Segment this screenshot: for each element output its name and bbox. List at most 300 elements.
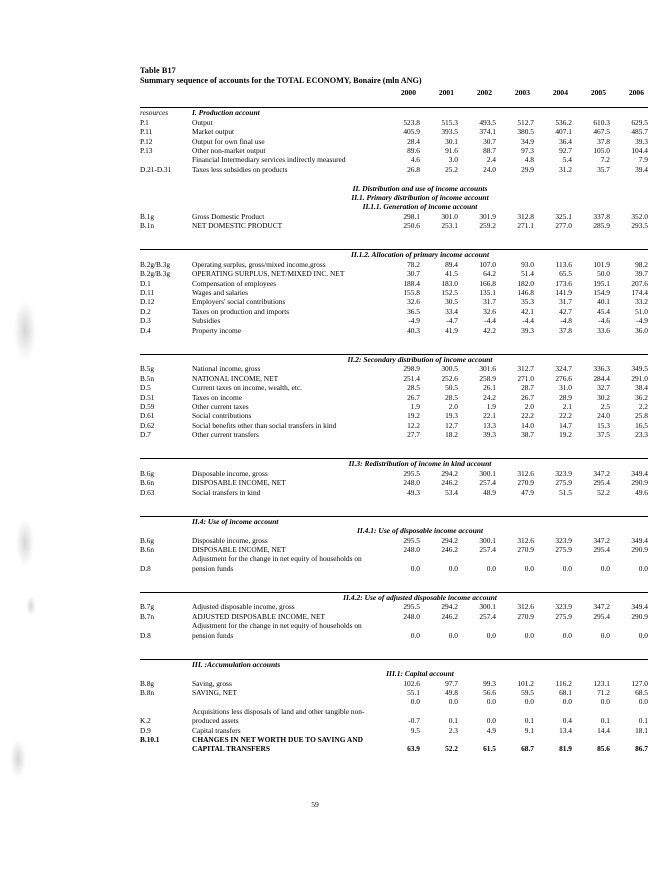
row-value: 294.2: [441, 602, 458, 612]
row-description: NATIONAL INCOME, NET: [192, 373, 279, 383]
row-value: 207.6: [631, 278, 648, 288]
table-row: [140, 421, 648, 430]
row-value: 0.0: [448, 563, 458, 573]
row-value: [458, 621, 496, 630]
row-description: DISPOSABLE INCOME, NET: [192, 544, 286, 554]
row-value: 33.4: [445, 306, 458, 316]
row-value: 374.1: [479, 127, 496, 137]
row-value: 301.6: [479, 364, 496, 374]
table-row: [140, 279, 648, 288]
row-value: 15.3: [597, 420, 610, 430]
row-value: 36.5: [407, 306, 420, 316]
row-value: 51.0: [635, 306, 648, 316]
row-value: 78.2: [407, 259, 420, 269]
row-value: 0.0: [524, 563, 534, 573]
row-value: 5.4: [562, 155, 572, 165]
row-description: Disposable income, gross: [192, 535, 268, 545]
row-value: 0.0: [410, 630, 420, 640]
row-value: 275.9: [555, 611, 572, 621]
row-value: 89.6: [407, 146, 420, 156]
row-value: 2.0: [524, 401, 534, 411]
row-value: 98.2: [635, 259, 648, 269]
row-value: 0.1: [524, 716, 534, 726]
section-title: II.3: Redistribution of income in kind account: [348, 459, 492, 469]
row-value: 146.8: [517, 288, 534, 298]
row-value: 276.6: [555, 373, 572, 383]
spacer-row: [140, 640, 648, 649]
row-value: -4.6: [598, 316, 610, 326]
year-column-header: 2006: [628, 87, 644, 97]
row-value: [458, 707, 496, 716]
row-value: 0.0: [638, 630, 648, 640]
row-value: 141.9: [555, 288, 572, 298]
table-row: [140, 469, 648, 478]
row-value: 485.7: [631, 127, 648, 137]
row-value: 298.9: [403, 364, 420, 374]
row-value: 32.6: [407, 297, 420, 307]
row-value: 25.2: [445, 164, 458, 174]
row-value: 248.0: [403, 611, 420, 621]
row-value: 347.2: [593, 468, 610, 478]
row-description: Adjustment for the change in net equity of households on: [192, 554, 362, 564]
row-value: 91.6: [445, 146, 458, 156]
row-code: B.6n: [140, 478, 154, 488]
row-value: 257.4: [479, 478, 496, 488]
row-value: 0.0: [562, 630, 572, 640]
row-value: 7.9: [638, 155, 648, 165]
rule-cell: [140, 506, 648, 516]
row-value: 59.5: [521, 687, 534, 697]
row-value: 324.7: [555, 364, 572, 374]
row-value: 39.7: [635, 269, 648, 279]
row-value: 298.1: [403, 211, 420, 221]
table-row: [140, 137, 648, 146]
row-description: Social transfers in kind: [192, 487, 261, 497]
table-row: [140, 430, 648, 439]
table-row: [140, 564, 648, 573]
section-pad: [140, 669, 192, 678]
section-heading-row: [140, 193, 648, 202]
row-description: pension funds: [192, 630, 234, 640]
row-value: 0.0: [486, 716, 496, 726]
row-code: [140, 155, 192, 164]
row-value: 4.6: [410, 155, 420, 165]
row-value: 0.0: [600, 630, 610, 640]
row-value: 127.0: [631, 678, 648, 688]
row-value: 536.2: [555, 117, 572, 127]
row-value: 1.9: [410, 401, 420, 411]
row-value: 182.0: [517, 278, 534, 288]
row-value: 26.8: [407, 164, 420, 174]
row-value: 97.3: [521, 146, 534, 156]
row-value: 53.4: [445, 487, 458, 497]
spacer-cell: [140, 640, 648, 649]
row-value: 71.2: [597, 687, 610, 697]
row-value: 0.1: [638, 716, 648, 726]
row-value: 300.1: [479, 468, 496, 478]
row-value: 629.5: [631, 117, 648, 127]
row-value: 295.4: [593, 611, 610, 621]
row-value: 92.7: [559, 146, 572, 156]
row-description: Other current taxes: [192, 401, 249, 411]
row-value: 26.1: [483, 383, 496, 393]
row-value: 41.5: [445, 269, 458, 279]
row-value: 86.7: [635, 744, 648, 754]
row-value: 352.0: [631, 211, 648, 221]
row-value: 31.7: [483, 297, 496, 307]
section-rule: [140, 649, 648, 659]
row-description: Social benefits other than social transfers in kind: [192, 420, 337, 430]
row-description: OPERATING SURPLUS, NET/MIXED INC. NET: [192, 269, 345, 279]
row-value: 270.9: [517, 478, 534, 488]
row-value: 41.9: [445, 325, 458, 335]
row-value: -4.9: [408, 316, 420, 326]
row-value: [572, 621, 610, 630]
row-value: 68.5: [635, 687, 648, 697]
row-value: 22.2: [559, 411, 572, 421]
row-description: Acquisitions less disposals of land and other tangible non-: [192, 706, 365, 716]
table-row: [140, 621, 648, 630]
section-title: II.4: Use of income account: [192, 516, 279, 526]
row-value: 0.1: [600, 716, 610, 726]
row-value: 39.3: [635, 136, 648, 146]
row-value: 55.1: [407, 687, 420, 697]
row-value: 49.3: [407, 487, 420, 497]
row-value: 407.1: [555, 127, 572, 137]
row-code: B.2g/B.3g: [140, 269, 171, 279]
row-code: B.5n: [140, 373, 154, 383]
row-value: 336.3: [593, 364, 610, 374]
row-value: [382, 621, 420, 630]
row-value: 349.4: [631, 535, 648, 545]
row-value: 270.9: [517, 544, 534, 554]
row-description: NET DOMESTIC PRODUCT: [192, 221, 283, 231]
year-column-header: 2001: [438, 87, 454, 97]
row-value: 32.6: [483, 306, 496, 316]
section-pad: [140, 659, 192, 669]
row-value: 337.8: [593, 211, 610, 221]
row-value: 36.2: [635, 392, 648, 402]
section-pad: [140, 202, 192, 211]
row-value: 12.7: [445, 420, 458, 430]
row-code: B.8g: [140, 678, 154, 688]
row-code: P.12: [140, 136, 153, 146]
row-value: 349.5: [631, 364, 648, 374]
row-value: 290.9: [631, 544, 648, 554]
row-value: 61.5: [483, 744, 496, 754]
table-row: [140, 393, 648, 402]
section-title: II.1. Primary distribution of income account: [351, 193, 489, 203]
row-value: 2.4: [486, 155, 496, 165]
row-value: 85.6: [597, 744, 610, 754]
row-value: 275.9: [555, 478, 572, 488]
row-description: Capital transfers: [192, 725, 241, 735]
table-row: [140, 288, 648, 297]
header-blank: [140, 86, 382, 98]
page-number: 59: [311, 800, 319, 809]
row-value: -4.4: [522, 316, 534, 326]
row-value: 30.1: [445, 136, 458, 146]
row-value: 22.1: [483, 411, 496, 421]
row-description: Disposable income, gross: [192, 468, 268, 478]
row-description: [192, 697, 382, 706]
section-pad: [140, 250, 192, 260]
table-row: [140, 374, 648, 383]
row-value: 290.9: [631, 478, 648, 488]
row-value: 294.2: [441, 468, 458, 478]
row-value: 36.0: [635, 325, 648, 335]
row-value: 258.9: [479, 373, 496, 383]
row-description: CHANGES IN NET WORTH DUE TO SAVING AND: [192, 735, 363, 744]
row-value: 312.6: [517, 602, 534, 612]
row-code: D.9: [140, 725, 151, 735]
row-value: 4.8: [524, 155, 534, 165]
table-row: [140, 326, 648, 335]
row-value: 56.6: [483, 687, 496, 697]
row-description: Wages and salaries: [192, 288, 249, 298]
row-value: 174.4: [631, 288, 648, 298]
table-title: Summary sequence of accounts for the TOTAL ECONOMY, Bonaire (mln ANG): [140, 76, 422, 85]
row-value: 28.5: [407, 383, 420, 393]
row-code: D.3: [140, 316, 151, 326]
table-row: [140, 726, 648, 735]
row-value: 33.6: [597, 325, 610, 335]
table-content: [140, 66, 648, 754]
row-value: 312.7: [517, 364, 534, 374]
row-value: 28.5: [445, 392, 458, 402]
row-value: 40.3: [407, 325, 420, 335]
section-title: III. :Accumulation accounts: [192, 659, 281, 669]
row-description: Other non-market output: [192, 146, 266, 156]
row-value: 42.2: [483, 325, 496, 335]
row-value: 257.4: [479, 544, 496, 554]
row-value: 39.3: [483, 430, 496, 440]
row-code: B.8n: [140, 687, 154, 697]
row-value: 18.1: [635, 725, 648, 735]
section-title: II.2: Secondary distribution of income account: [347, 354, 493, 364]
row-code: B.6g: [140, 468, 154, 478]
row-value: 312.6: [517, 468, 534, 478]
row-value: 2.5: [600, 401, 610, 411]
row-value: 295.4: [593, 478, 610, 488]
section-title: I. Production account: [192, 108, 260, 118]
row-value: 16.5: [635, 420, 648, 430]
table-row: [140, 688, 648, 697]
row-value: 13.3: [483, 420, 496, 430]
row-value: 323.9: [555, 468, 572, 478]
row-value: 252.6: [441, 373, 458, 383]
row-code: D.11: [140, 288, 155, 298]
row-value: 301.0: [441, 211, 458, 221]
row-value: [382, 554, 420, 563]
section-pad: [140, 354, 192, 364]
row-value: [534, 735, 572, 744]
row-code: D.8: [140, 563, 151, 573]
row-value: 188.4: [403, 278, 420, 288]
rule-cell: [140, 583, 648, 593]
row-description: Taxes on production and imports: [192, 306, 290, 316]
row-value: 294.2: [441, 535, 458, 545]
row-value: 14.4: [597, 725, 610, 735]
row-value: 0.0: [524, 630, 534, 640]
row-value: 0.0: [600, 697, 610, 707]
row-code: D.21-D.31: [140, 164, 172, 174]
row-value: 22.2: [521, 411, 534, 421]
row-description: Employers' social contributions: [192, 297, 286, 307]
row-value: 1.9: [486, 401, 496, 411]
resources-label: resources: [140, 108, 169, 118]
section-title: II.1.1. Generation of income account: [362, 202, 478, 212]
row-value: 3.0: [448, 155, 458, 165]
row-description: National income, gross: [192, 364, 261, 374]
row-value: 284.4: [593, 373, 610, 383]
section-title: II.4.2: Use of adjusted disposable income account: [343, 592, 497, 602]
row-value: 97.7: [445, 678, 458, 688]
row-description: Output: [192, 117, 213, 127]
row-value: [458, 735, 496, 744]
row-code: D.12: [140, 297, 155, 307]
row-value: 9.1: [524, 725, 534, 735]
row-code: B.7n: [140, 611, 154, 621]
row-value: 105.0: [593, 146, 610, 156]
row-value: 113.6: [555, 259, 572, 269]
header-rule: [140, 98, 648, 108]
row-value: 246.2: [441, 544, 458, 554]
row-value: 34.9: [521, 136, 534, 146]
row-value: 123.1: [593, 678, 610, 688]
row-value: 380.5: [517, 127, 534, 137]
row-value: 300.1: [479, 602, 496, 612]
table-row: [140, 716, 648, 725]
row-value: -4.4: [484, 316, 496, 326]
row-value: 50.0: [597, 269, 610, 279]
row-value: 65.5: [559, 269, 572, 279]
row-value: 393.5: [441, 127, 458, 137]
row-description: Property income: [192, 325, 242, 335]
table-row: [140, 536, 648, 545]
row-value: 26.7: [521, 392, 534, 402]
section-pad: [140, 459, 192, 469]
table-row: [140, 212, 648, 221]
spacer-cell: [140, 440, 648, 449]
table-row: [140, 165, 648, 174]
rule-cell: [140, 240, 648, 250]
row-value: [610, 554, 648, 563]
row-description: Financial Intermediary services indirectly measured: [192, 155, 346, 165]
table-row: [140, 478, 648, 487]
section-title: II. Distribution and use of income accounts: [352, 183, 488, 193]
table-row: [140, 307, 648, 316]
row-value: [610, 621, 648, 630]
row-value: 257.4: [479, 611, 496, 621]
row-value: 101.2: [517, 678, 534, 688]
row-code: P.1: [140, 117, 149, 127]
row-value: [572, 554, 610, 563]
row-value: 291.0: [631, 373, 648, 383]
section-rule: [140, 344, 648, 354]
row-value: 275.9: [555, 544, 572, 554]
row-code: [140, 621, 192, 630]
row-value: 39.4: [635, 164, 648, 174]
row-value: 42.7: [559, 306, 572, 316]
row-value: 38.4: [635, 383, 648, 393]
row-value: 24.0: [597, 411, 610, 421]
row-value: 19.2: [407, 411, 420, 421]
row-description: Gross Domestic Product: [192, 211, 265, 221]
table-year-header: [140, 86, 648, 98]
row-description: CAPITAL TRANSFERS: [192, 744, 270, 754]
row-value: 28.9: [559, 392, 572, 402]
row-value: 347.2: [593, 602, 610, 612]
row-value: [572, 735, 610, 744]
row-value: 0.0: [448, 630, 458, 640]
row-value: 246.2: [441, 478, 458, 488]
row-description: Taxes less subsidies on products: [192, 164, 288, 174]
row-value: 23.3: [635, 430, 648, 440]
row-value: 45.4: [597, 306, 610, 316]
page-smudge: [10, 740, 26, 778]
row-value: 33.2: [635, 297, 648, 307]
row-value: 30.2: [597, 392, 610, 402]
row-value: 51.5: [559, 487, 572, 497]
row-value: 349.4: [631, 602, 648, 612]
table-row: [140, 297, 648, 306]
accounts-table: [140, 86, 648, 754]
row-value: 2.1: [562, 401, 572, 411]
row-value: 290.9: [631, 611, 648, 621]
row-value: 259.2: [479, 221, 496, 231]
row-value: [496, 735, 534, 744]
table-row: [140, 554, 648, 563]
table-row: [140, 155, 648, 164]
row-value: 0.0: [562, 563, 572, 573]
row-value: [420, 554, 458, 563]
row-value: 35.3: [521, 297, 534, 307]
row-value: 301.9: [479, 211, 496, 221]
row-value: 0.0: [486, 630, 496, 640]
row-value: -0.7: [408, 716, 420, 726]
row-value: 30.7: [483, 136, 496, 146]
section-heading-row: [140, 592, 648, 602]
row-value: 0.4: [562, 716, 572, 726]
row-value: 300.1: [479, 535, 496, 545]
row-value: 24.0: [483, 164, 496, 174]
section-heading-row: [140, 354, 648, 364]
row-code: [140, 554, 192, 563]
row-description: Adjustment for the change in net equity of households on: [192, 621, 362, 631]
row-value: 102.6: [403, 678, 420, 688]
row-value: 523.8: [403, 117, 420, 127]
spacer-cell: [140, 231, 648, 240]
spacer-row: [140, 573, 648, 582]
row-value: 14.7: [559, 420, 572, 430]
row-value: 63.9: [407, 744, 420, 754]
row-code: B.1n: [140, 221, 154, 231]
table-row: [140, 260, 648, 269]
table-row: [140, 127, 648, 136]
row-value: 0.0: [562, 697, 572, 707]
table-row: [140, 735, 648, 744]
row-description: Subsidies: [192, 316, 221, 326]
row-value: 31.7: [559, 297, 572, 307]
row-value: 347.2: [593, 535, 610, 545]
row-value: 295.5: [403, 535, 420, 545]
row-value: 49.6: [635, 487, 648, 497]
row-value: 2.2: [638, 401, 648, 411]
section-heading-row: [140, 526, 648, 535]
row-description: Market output: [192, 127, 235, 137]
row-value: [420, 621, 458, 630]
